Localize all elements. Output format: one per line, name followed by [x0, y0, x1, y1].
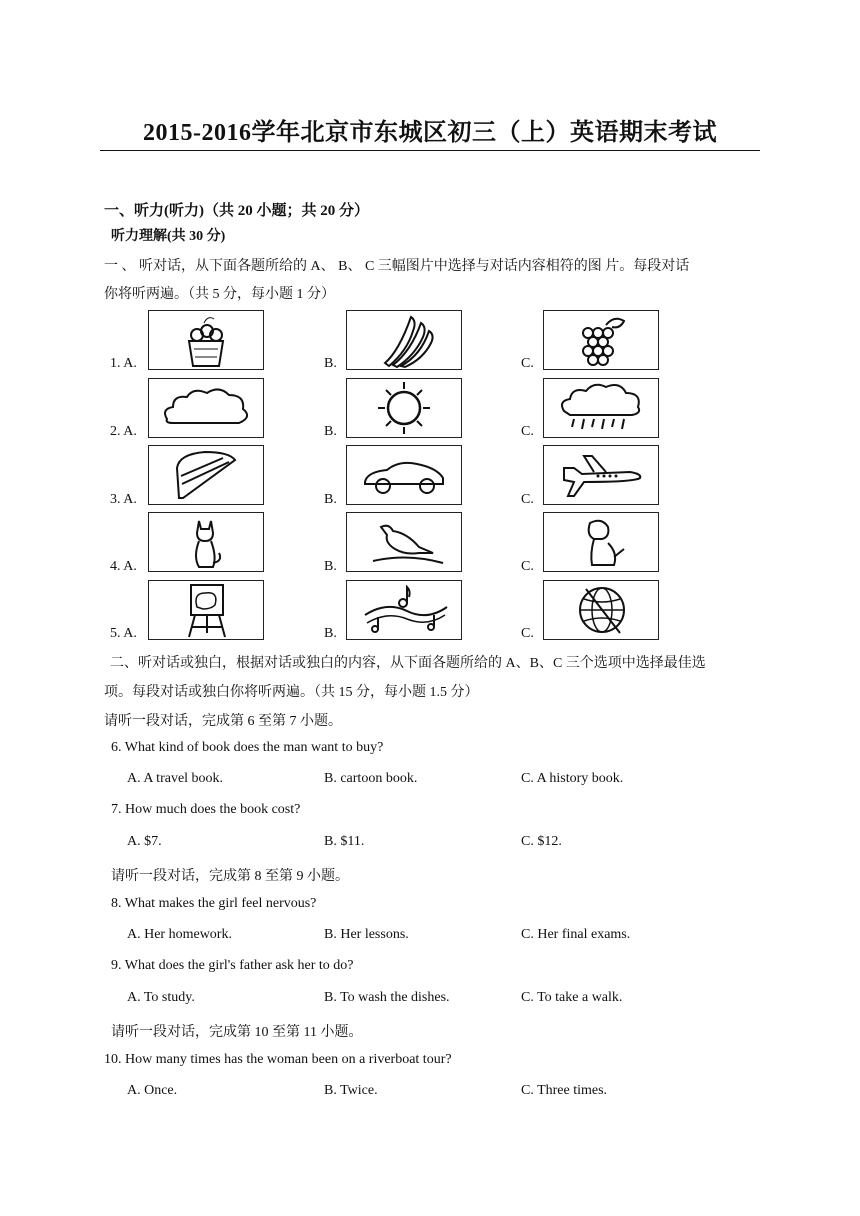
- cat-icon: [148, 512, 264, 572]
- question-7: 7. How much does the book cost?: [111, 802, 301, 817]
- option-label-a: 1. A.: [110, 356, 137, 371]
- option-label-b: B.: [324, 559, 337, 574]
- option-c: C. $12.: [521, 834, 562, 849]
- bird-icon: [346, 512, 462, 572]
- option-b: B. $11.: [324, 834, 365, 849]
- section2-instructions-line1: 二、听对话或独白，根据对话或独白的内容，从下面各题所给的 A、B、C 三个选项中选择最佳选: [110, 656, 706, 671]
- easel-painting-icon: [148, 580, 264, 640]
- option-a: A. To study.: [127, 990, 195, 1005]
- option-c: C. Her final exams.: [521, 927, 631, 942]
- option-label-a: 5. A.: [110, 626, 137, 641]
- dialogue-intro: 请听一段对话，完成第 6 至第 7 小题。: [104, 714, 342, 729]
- option-label-a: 2. A.: [110, 424, 137, 439]
- option-label-b: B.: [324, 424, 337, 439]
- option-label-b: B.: [324, 356, 337, 371]
- option-c: C. Three times.: [521, 1083, 608, 1098]
- section1-heading: 一、听力(听力)（共 20 小题；共 20 分）: [104, 203, 369, 219]
- option-b: B. Twice.: [324, 1083, 378, 1098]
- option-label-a: 4. A.: [110, 559, 137, 574]
- car-icon: [346, 445, 462, 505]
- option-label-c: C.: [521, 424, 534, 439]
- question-9: 9. What does the girl's father ask her to do?: [111, 958, 354, 973]
- globe-icon: [543, 580, 659, 640]
- banana-icon: [346, 310, 462, 370]
- document-title: 2015-2016学年北京市东城区初三（上）英语期末考试: [143, 120, 717, 146]
- dialogue-intro: 请听一段对话，完成第 8 至第 9 小题。: [111, 869, 349, 884]
- option-b: B. To wash the dishes.: [324, 990, 450, 1005]
- title-divider: [100, 150, 760, 151]
- airplane-icon: [543, 445, 659, 505]
- rain-cloud-icon: [543, 378, 659, 438]
- option-c: C. A history book.: [521, 771, 624, 786]
- fruit-basket-icon: [148, 310, 264, 370]
- question-10: 10. How many times has the woman been on a riverboat tour?: [104, 1052, 452, 1067]
- train-icon: [148, 445, 264, 505]
- grapes-icon: [543, 310, 659, 370]
- question-6: 6. What kind of book does the man want to buy?: [111, 740, 384, 755]
- music-notes-icon: [346, 580, 462, 640]
- section1-subheading: 听力理解(共 30 分): [111, 229, 226, 244]
- option-b: B. cartoon book.: [324, 771, 418, 786]
- option-a: A. $7.: [127, 834, 162, 849]
- option-label-b: B.: [324, 492, 337, 507]
- option-label-c: C.: [521, 626, 534, 641]
- option-label-c: C.: [521, 356, 534, 371]
- section1-instructions-line2: 你将听两遍。（共 5 分，每小题 1 分）: [104, 287, 335, 302]
- option-c: C. To take a walk.: [521, 990, 623, 1005]
- option-label-b: B.: [324, 626, 337, 641]
- option-a: A. A travel book.: [127, 771, 224, 786]
- option-a: A. Her homework.: [127, 927, 232, 942]
- option-b: B. Her lessons.: [324, 927, 409, 942]
- sun-icon: [346, 378, 462, 438]
- section2-instructions-line2: 项。每段对话或独白你将听两遍。（共 15 分，每小题 1.5 分）: [104, 685, 479, 700]
- option-label-c: C.: [521, 559, 534, 574]
- cloud-icon: [148, 378, 264, 438]
- dialogue-intro: 请听一段对话，完成第 10 至第 11 小题。: [111, 1025, 363, 1040]
- option-label-a: 3. A.: [110, 492, 137, 507]
- question-8: 8. What makes the girl feel nervous?: [111, 896, 317, 911]
- option-a: A. Once.: [127, 1083, 178, 1098]
- option-label-c: C.: [521, 492, 534, 507]
- dog-icon: [543, 512, 659, 572]
- section1-instructions-line1: 一 、 听对话，从下面各题所给的 A、 B、 C 三幅图片中选择与对话内容相符的图 片。每段对话: [104, 259, 690, 274]
